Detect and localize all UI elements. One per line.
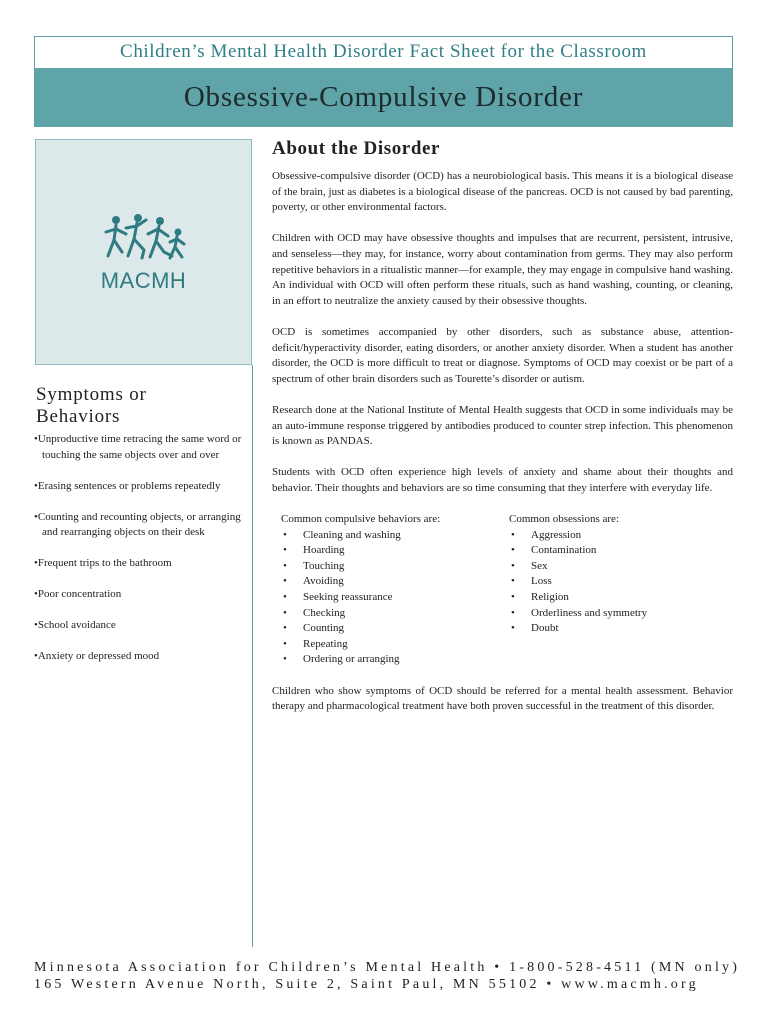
- symptom-item: • Frequent trips to the bathroom: [34, 556, 244, 572]
- symptom-item: • School avoidance: [34, 618, 244, 634]
- obsession-item: • Contamination: [509, 543, 647, 559]
- symptom-item: • Counting and recounting objects, or arranging and rearranging objects on their desk: [34, 510, 244, 541]
- about-title: About the Disorder: [272, 138, 441, 159]
- obsession-item: • Loss: [509, 574, 647, 590]
- about-paragraph: Research done at the National Institute of Mental Health suggests that OCD in some individuals may be an auto-immune response triggered by antibodies produced to counter strep infection. This phenomenon is known as PANDAS.: [272, 403, 733, 448]
- closing-paragraph: Children who show symptoms of OCD should be referred for a mental health assessment. Behavior therapy and pharmacological treatment have both proven successful in the treatment of this disorder.: [272, 684, 733, 713]
- symptom-item: • Poor concentration: [34, 587, 244, 603]
- common-lists: [272, 512, 733, 668]
- compulsive-heading: Common compulsive behaviors are:: [281, 513, 441, 526]
- page-title: Obsessive-Compulsive Disorder: [35, 68, 732, 127]
- compulsive-item: • Avoiding: [281, 574, 509, 590]
- macmh-figures-icon: [102, 212, 188, 268]
- footer: [34, 959, 741, 993]
- compulsive-item: • Touching: [281, 559, 509, 575]
- compulsive-item: • Checking: [281, 606, 509, 622]
- obsession-item: • Sex: [509, 559, 647, 575]
- logo-wordmark: MACMH: [100, 268, 187, 293]
- obsession-item: • Doubt: [509, 621, 647, 637]
- about-paragraph: Children with OCD may have obsessive thoughts and impulses that are recurrent, persistent, intrusive, and senseless—they may, for instance, worry about contamination from germs. They may also perform repetitive behaviors in a ritualistic manner—for example, they may engage in compulsive hand washing. An individual with OCD will often perform these rituals, such as hand washing, counting, or cleaning, in an effort to neutralize the anxiety caused by their obsessive thoughts.: [272, 232, 733, 307]
- obsessions-heading: Common obsessions are:: [509, 513, 619, 526]
- logo-box: [35, 139, 252, 365]
- header-subtitle: Children’s Mental Health Disorder Fact Sheet for the Classroom: [120, 41, 647, 62]
- symptoms-title: Symptoms or Behaviors: [36, 384, 147, 427]
- obsession-item: • Orderliness and symmetry: [509, 606, 647, 622]
- symptom-item: • Erasing sentences or problems repeatedly: [34, 479, 244, 495]
- symptoms-list: [34, 432, 244, 680]
- compulsive-item: • Cleaning and washing: [281, 528, 509, 544]
- compulsive-item: • Counting: [281, 621, 509, 637]
- compulsive-item: • Seeking reassurance: [281, 590, 509, 606]
- main-content: [272, 137, 733, 730]
- footer-line-1: Minnesota Association for Children’s Mental Health • 1-800-528-4511 (MN only): [34, 960, 741, 975]
- column-divider: [252, 365, 253, 947]
- about-paragraph: OCD is sometimes accompanied by other disorders, such as substance abuse, attention-deficit/hyperactivity disorder, eating disorders, or another anxiety disorder. When a student has another disorder, the OCD is more difficult to treat or diagnose. Symptoms of OCD may coexist or be part of a spectrum of other brain disorders such as Tourette’s disorder or autism.: [272, 325, 733, 385]
- about-paragraph: Obsessive-compulsive disorder (OCD) has a neurobiological basis. This means it is a biological disease of the brain, just as diabetes is a biological disease of the pancreas. OCD is not caused by bad parenting, poverty, or other environmental factors.: [272, 170, 733, 214]
- obsession-item: • Religion: [509, 590, 647, 606]
- compulsive-behaviors: [272, 512, 509, 668]
- header-frame: [34, 36, 733, 127]
- compulsive-item: • Ordering or arranging: [281, 652, 509, 668]
- symptom-item: • Unproductive time retracing the same word or touching the same objects over and over: [34, 432, 244, 463]
- common-obsessions: [509, 512, 647, 668]
- compulsive-item: • Repeating: [281, 637, 509, 653]
- footer-line-2: 165 Western Avenue North, Suite 2, Saint Paul, MN 55102 • www.macmh.org: [34, 977, 699, 992]
- obsession-item: • Aggression: [509, 528, 647, 544]
- about-paragraph: Students with OCD often experience high levels of anxiety and shame about their thoughts and behavior. Their thoughts and behaviors are so time consuming that they interfere with everyday life.: [272, 466, 733, 494]
- symptom-item: • Anxiety or depressed mood: [34, 649, 244, 665]
- compulsive-item: • Hoarding: [281, 543, 509, 559]
